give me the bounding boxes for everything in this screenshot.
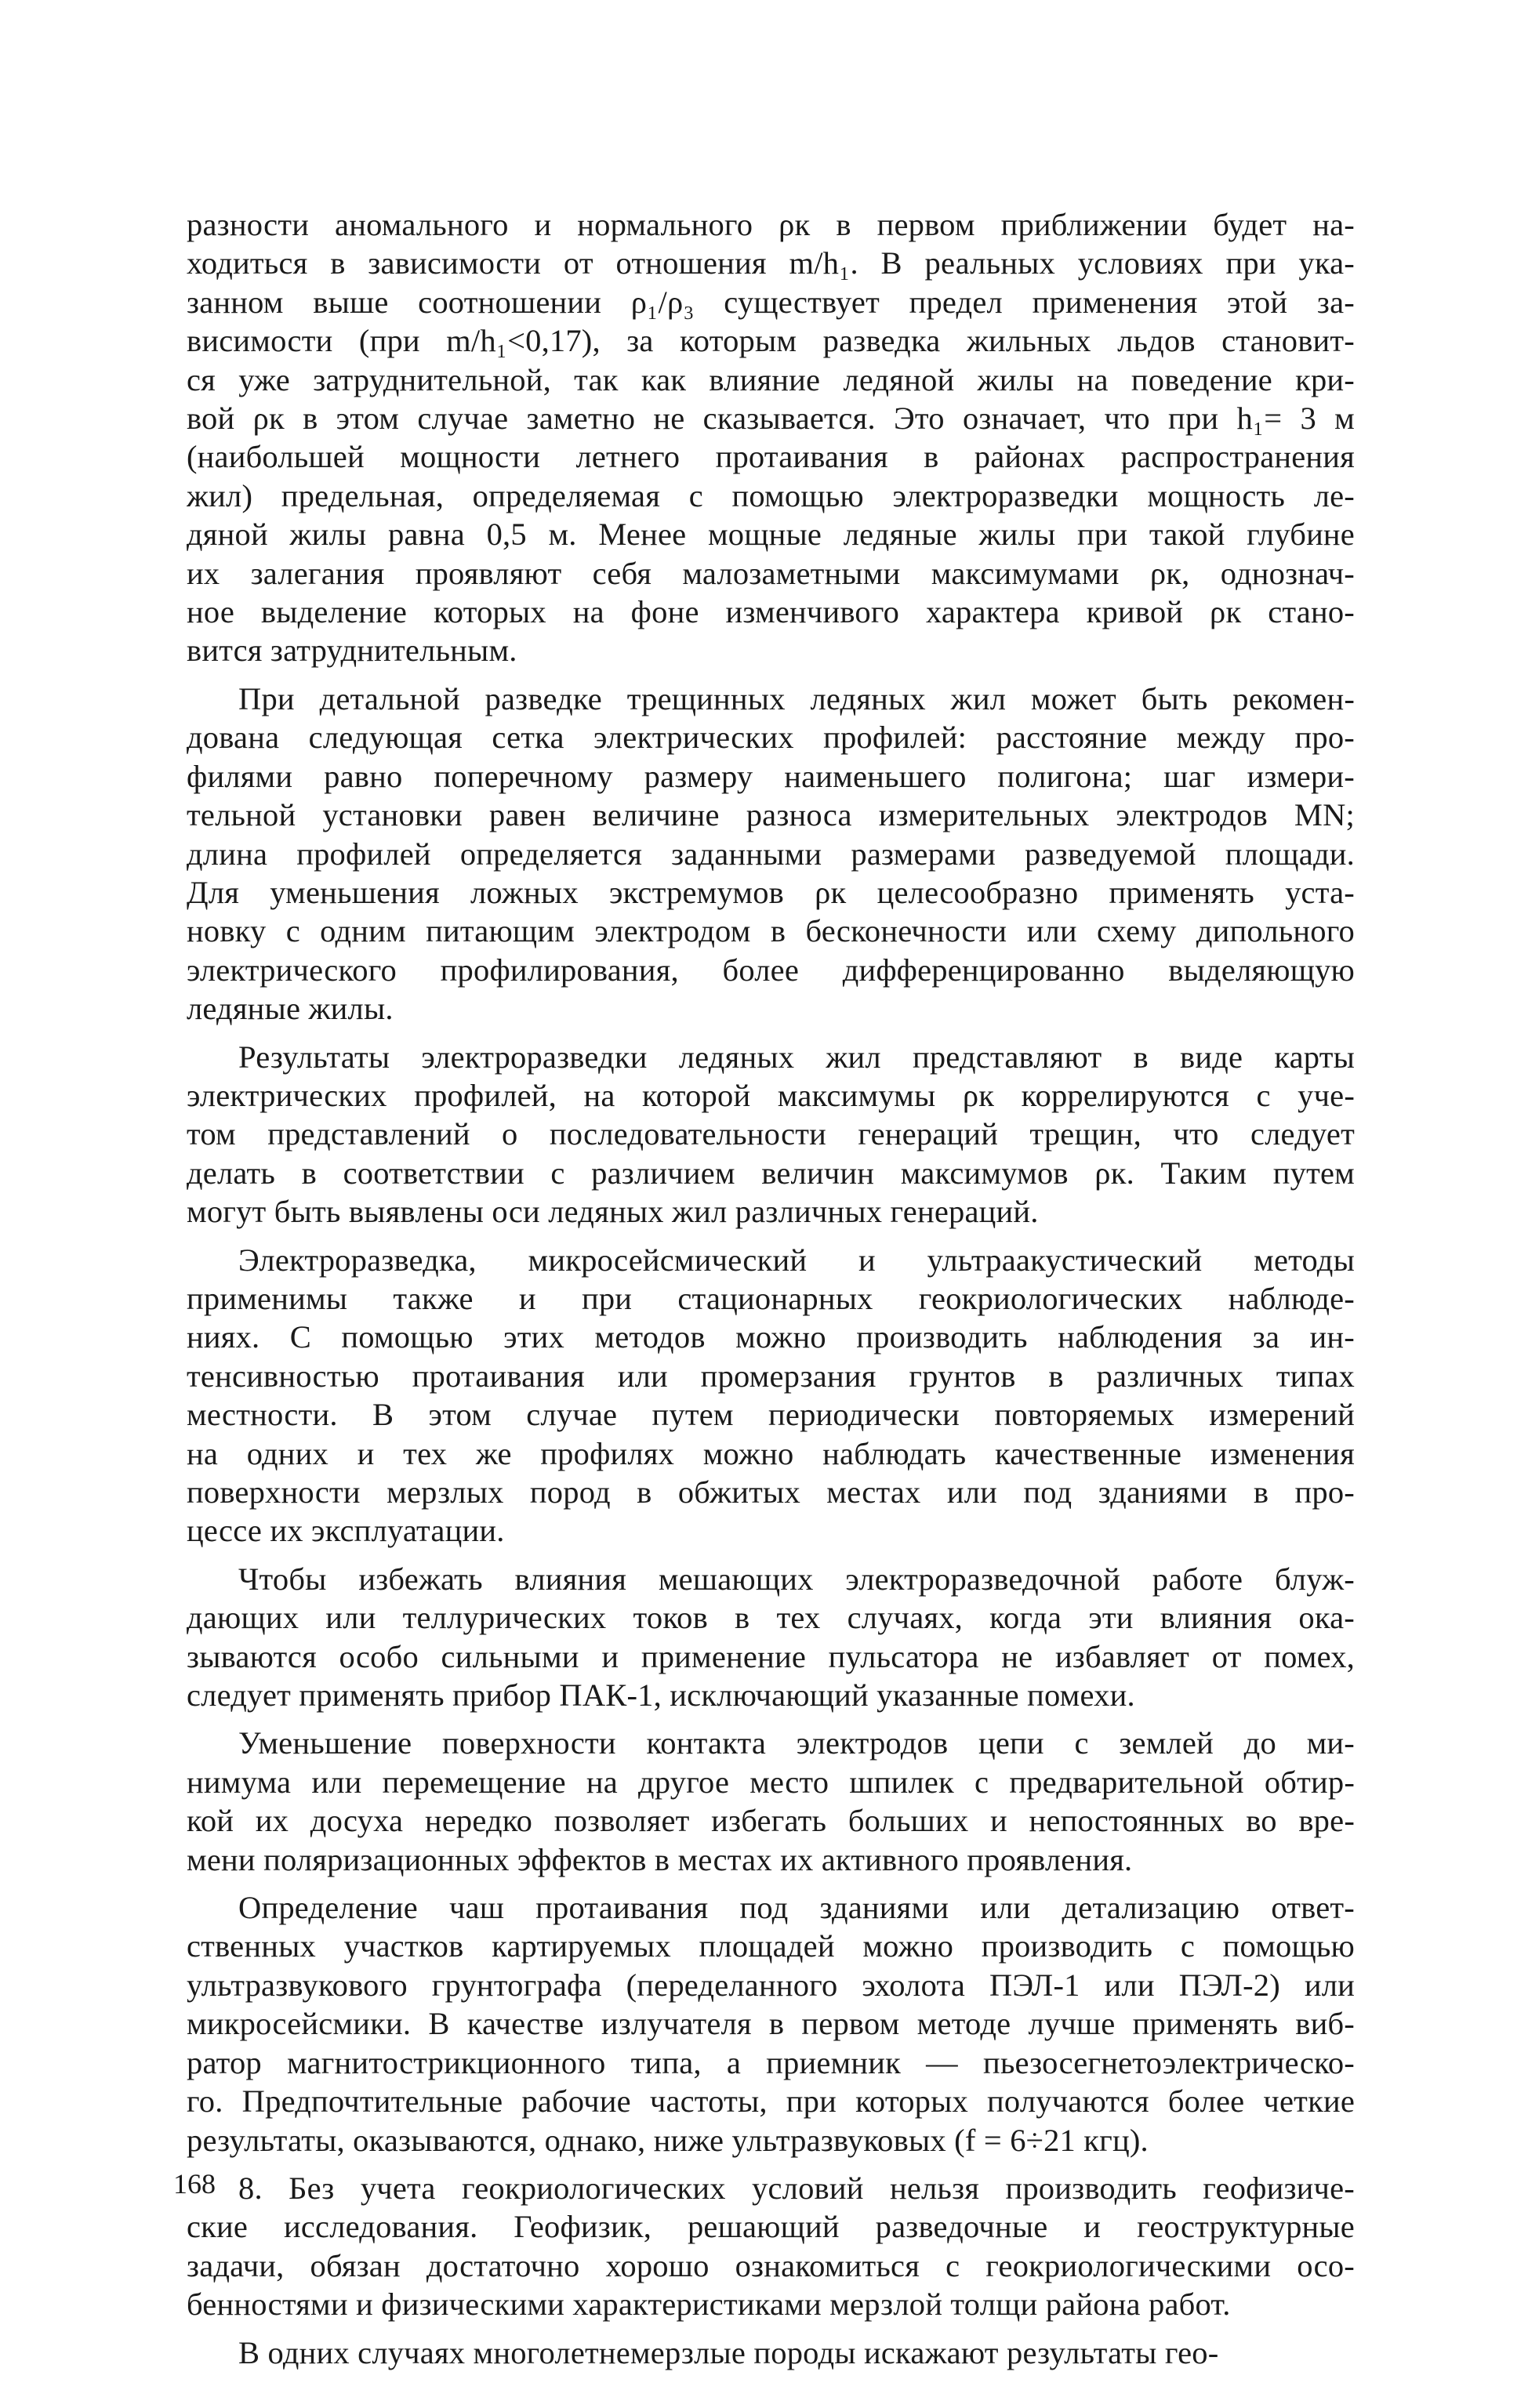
text-line: могут быть выявлены оси ледяных жил различных генераций. bbox=[187, 1194, 1039, 1230]
paragraph-gap bbox=[187, 2324, 1355, 2334]
text-line: следует применять прибор ПАК-1, исключающий указанные помехи. bbox=[187, 1677, 1135, 1714]
text-line: ультразвукового грунтографа (переделанного эхолота ПЭЛ-1 или ПЭЛ-2) или bbox=[187, 1967, 1355, 2003]
text-line: тельной установки равен величине разноса измерительных электродов MN; bbox=[187, 797, 1355, 833]
text-line: висимости (при m/h₁<0,17), за которым разведка жильных льдов становит- bbox=[187, 323, 1355, 359]
text-line: ное выделение которых на фоне изменчивого характера кривой ρк стано- bbox=[187, 594, 1355, 630]
text-line: Электроразведка, микросейсмический и ультраакустический методы bbox=[238, 1242, 1355, 1278]
paragraph bbox=[187, 680, 1355, 1028]
paragraph-gap bbox=[187, 1231, 1355, 1241]
text-line: Чтобы избежать влияния мешающих электроразведочной работе блуж- bbox=[238, 1561, 1355, 1597]
paragraph bbox=[187, 1724, 1355, 1879]
text-line: зываются особо сильными и применение пульсатора не избавляет от помех, bbox=[187, 1638, 1355, 1674]
paragraph bbox=[187, 1560, 1355, 1715]
text-line: дована следующая сетка электрических профилей: расстояние между про- bbox=[187, 720, 1355, 756]
text-line: ственных участков картируемых площадей можно производить с помощью bbox=[187, 1928, 1355, 1964]
text-line: (наибольшей мощности летнего протаивания в районах распространения bbox=[187, 439, 1355, 475]
text-line: ледяные жилы. bbox=[187, 991, 394, 1027]
text-line: задачи, обязан достаточно хорошо ознакомиться с геокриологическими осо- bbox=[187, 2247, 1355, 2283]
text-line: результаты, оказываются, однако, ниже ультразвуковых (f = 6÷21 кгц). bbox=[187, 2122, 1149, 2158]
text-line: тенсивностью протаивания или промерзания грунтов в различных типах bbox=[187, 1358, 1355, 1394]
paragraph bbox=[187, 2169, 1355, 2324]
text-line: применимы также и при стационарных геокриологических наблюде- bbox=[187, 1280, 1355, 1316]
text-line: ниях. С помощью этих методов можно производить наблюдения за ин- bbox=[187, 1319, 1355, 1355]
text-line: дяной жилы равна 0,5 м. Менее мощные ледяные жилы при такой глубине bbox=[187, 517, 1355, 553]
page-number: 168 bbox=[173, 2168, 216, 2199]
paragraph-gap bbox=[187, 1028, 1355, 1038]
text-line: ся уже затруднительной, так как влияние ледяной жилы на поведение кри- bbox=[187, 361, 1355, 397]
text-line: Для уменьшения ложных экстремумов ρк целесообразно применять уста- bbox=[187, 874, 1355, 910]
text-line: 8. Без учета геокриологических условий нельзя производить геофизиче- bbox=[238, 2170, 1355, 2206]
text-line: ратор магнитострикционного типа, а приемник — пьезосегнетоэлектрическо- bbox=[187, 2044, 1355, 2080]
paragraph-gap bbox=[187, 2160, 1355, 2169]
text-line: Определение чаш протаивания под зданиями или детализацию ответ- bbox=[238, 1890, 1355, 1926]
text-line: длина профилей определяется заданными размерами разведуемой площади. bbox=[187, 836, 1355, 872]
text-line: делать в соответствии с различием величин максимумов ρк. Таким путем bbox=[187, 1155, 1355, 1191]
text-line: Уменьшение поверхности контакта электродов цепи с землей до ми- bbox=[238, 1725, 1355, 1761]
text-line: вой ρк в этом случае заметно не сказывается. Это означает, что при h₁= 3 м bbox=[187, 401, 1355, 437]
paragraph-gap bbox=[187, 1714, 1355, 1724]
text-line: поверхности мерзлых пород в обжитых местах или под зданиями в про- bbox=[187, 1474, 1355, 1510]
paragraph-gap bbox=[187, 1879, 1355, 1888]
paragraph-gap bbox=[187, 670, 1355, 680]
text-line: В одних случаях многолетнемерзлые породы искажают результаты гео- bbox=[238, 2334, 1219, 2370]
text-line: При детальной разведке трещинных ледяных жил может быть рекомен- bbox=[238, 680, 1355, 716]
paragraph bbox=[187, 1888, 1355, 2160]
text-line: электрических профилей, на которой максимумы ρк коррелируются с уче- bbox=[187, 1077, 1355, 1113]
text-line: вится затруднительным. bbox=[187, 633, 517, 669]
paragraph bbox=[187, 2334, 1355, 2372]
text-line: филями равно поперечному размеру наименьшего полигона; шаг измери- bbox=[187, 758, 1355, 794]
text-line: на одних и тех же профилях можно наблюдать качественные изменения bbox=[187, 1435, 1355, 1471]
text-line: их залегания проявляют себя малозаметными максимумами ρк, однознач- bbox=[187, 555, 1355, 591]
paragraph bbox=[187, 1038, 1355, 1231]
text-line: дающих или теллурических токов в тех случаях, когда эти влияния ока- bbox=[187, 1600, 1355, 1636]
text-line: мени поляризационных эффектов в местах их активного проявления. bbox=[187, 1841, 1133, 1877]
text-line: микросейсмики. В качестве излучателя в первом методе лучше применять виб- bbox=[187, 2006, 1355, 2042]
text-line: разности аномального и нормального ρк в первом приближении будет на- bbox=[187, 207, 1355, 242]
text-line: ские исследования. Геофизик, решающий разведочные и геоструктурные bbox=[187, 2209, 1355, 2245]
text-line: новку с одним питающим электродом в бесконечности или схему дипольного bbox=[187, 913, 1355, 949]
paragraph bbox=[187, 1241, 1355, 1550]
page-body bbox=[187, 205, 1355, 2372]
text-line: нимума или перемещение на другое место шпилек с предварительной обтир- bbox=[187, 1764, 1355, 1800]
text-line: том представлений о последовательности генераций трещин, что следует bbox=[187, 1116, 1355, 1152]
text-line: бенностями и физическими характеристиками мерзлой толщи района работ. bbox=[187, 2287, 1231, 2323]
text-line: занном выше соотношении ρ₁/ρ₃ существует предел применения этой за- bbox=[187, 284, 1355, 320]
text-line: го. Предпочтительные рабочие частоты, при которых получаются более четкие bbox=[187, 2083, 1355, 2120]
text-line: Результаты электроразведки ледяных жил представляют в виде карты bbox=[238, 1039, 1355, 1075]
text-line: местности. В этом случае путем периодически повторяемых измерений bbox=[187, 1397, 1355, 1433]
text-line: жил) предельная, определяемая с помощью электроразведки мощность ле- bbox=[187, 477, 1355, 513]
text-line: электрического профилирования, более дифференцированно выделяющую bbox=[187, 952, 1355, 988]
paragraph-gap bbox=[187, 1550, 1355, 1560]
text-line: ходиться в зависимости от отношения m/h₁. В реальных условиях при ука- bbox=[187, 245, 1355, 281]
text-line: цессе их эксплуатации. bbox=[187, 1513, 505, 1549]
paragraph bbox=[187, 205, 1355, 670]
text-line: кой их досуха нередко позволяет избегать больших и непостоянных во вре- bbox=[187, 1803, 1355, 1839]
